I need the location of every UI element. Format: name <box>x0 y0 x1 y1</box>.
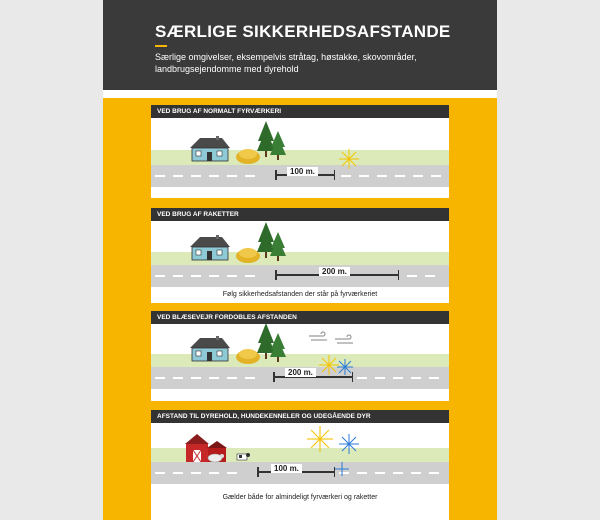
firework-icon <box>335 462 349 476</box>
header <box>103 0 497 90</box>
panel-animals <box>151 410 449 520</box>
distance-label: 200 m. <box>319 267 350 276</box>
panel-normal-fireworks <box>151 105 449 198</box>
firework-icon <box>319 355 339 375</box>
thatched-house-icon <box>186 136 232 162</box>
divider-strip <box>103 90 497 98</box>
distance-label: 100 m. <box>287 167 318 176</box>
wind-icon <box>309 333 329 343</box>
poster <box>103 0 497 520</box>
pine-tree-icon <box>257 119 287 161</box>
page-subtitle: Særlige omgivelser, eksempelvis stråtag, høstakke, skovområder, landbrugsejendomme med dyrehold <box>155 52 417 74</box>
thatched-house-icon <box>186 235 232 261</box>
distance-label: 200 m. <box>285 368 316 377</box>
firework-icon <box>339 434 359 454</box>
panel-heading: VED BRUG AF NORMALT FYRVÆRKERI <box>151 105 449 118</box>
page-title: SÆRLIGE SIKKERHEDSAFSTANDE <box>155 22 451 41</box>
firework-icon <box>307 426 333 452</box>
pine-tree-icon <box>257 220 287 262</box>
panel-note: Følg sikkerhedsafstanden der står på fyrværkeriet <box>222 291 378 298</box>
panel-heading: AFSTAND TIL DYREHOLD, HUNDEKENNELER OG UDEGÅENDE DYR <box>151 410 449 423</box>
firework-icon <box>339 149 359 169</box>
panel-rockets <box>151 208 449 303</box>
distance-label: 100 m. <box>271 464 302 473</box>
panel-heading: VED BLÆSEVEJR FORDOBLES AFSTANDEN <box>151 311 449 324</box>
pine-tree-icon <box>257 321 287 363</box>
wind-icon <box>335 336 355 346</box>
title-underline <box>155 45 167 47</box>
panel-windy <box>151 311 449 401</box>
panel-note: Gælder både for almindeligt fyrværkeri og raketter <box>222 494 378 501</box>
animals-icon <box>207 450 251 464</box>
thatched-house-icon <box>186 336 232 362</box>
panel-heading: VED BRUG AF RAKETTER <box>151 208 449 221</box>
